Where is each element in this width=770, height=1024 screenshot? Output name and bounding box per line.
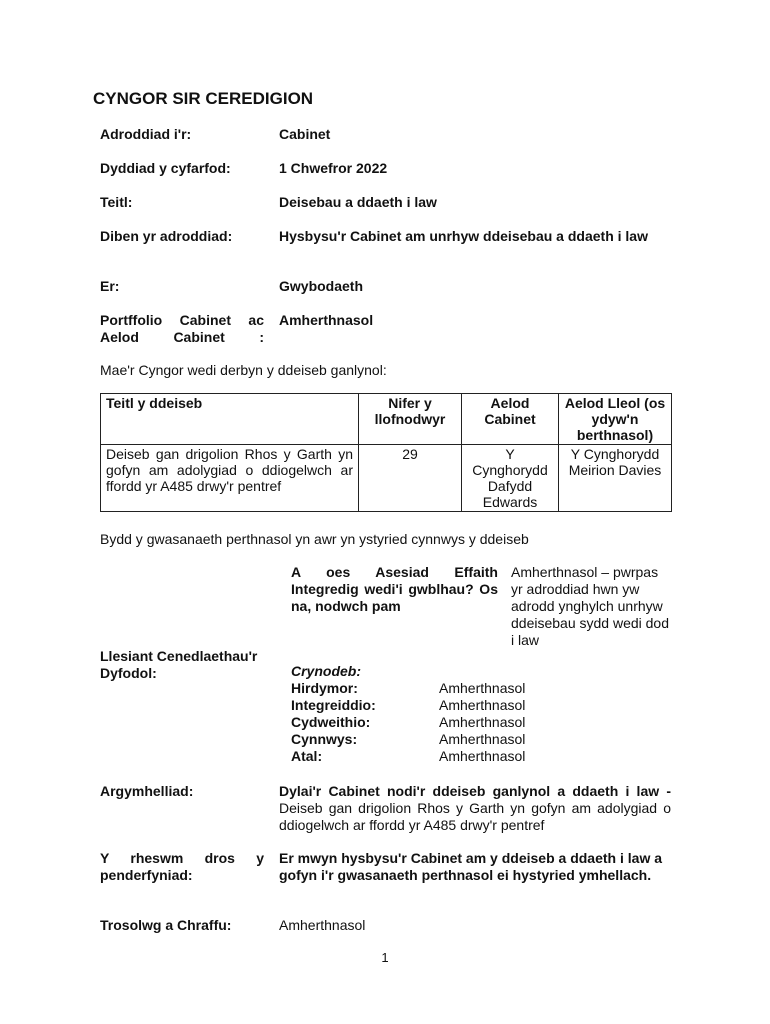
header-signatures: Nifer y llofnodwyr [359, 394, 462, 445]
wellbeing-question: A oes Asesiad Effaith Integredig wedi'i gwblhau? Os na, nodwch pam [291, 564, 498, 614]
wellbeing-answer: Amherthnasol – pwrpas yr adroddiad hwn yw adrodd ynghylch unrhyw ddeisebau sydd wedi dod i law [511, 564, 670, 648]
summary-list [291, 680, 525, 765]
field-label-portfolio: Portffolio Cabinet ac Aelod Cabinet : [100, 312, 264, 345]
summary-key: Integreiddio: [291, 697, 376, 713]
document-title: CYNGOR SIR CEREDIGION [93, 89, 314, 108]
summary-value: Amherthnasol [439, 680, 526, 696]
summary-row [291, 748, 525, 765]
summary-key: Cydweithio: [291, 714, 371, 730]
scrutiny-value: Amherthnasol [279, 917, 366, 933]
summary-title: Crynodeb: [291, 663, 361, 679]
recommendation-label: Argymhelliad: [100, 783, 194, 799]
field-value-meeting-date: 1 Chwefror 2022 [279, 160, 388, 176]
summary-row [291, 697, 525, 714]
table-row [101, 445, 672, 512]
cell-cabinet-member: Y Cynghorydd Dafydd Edwards [462, 445, 559, 512]
reason-label: Y rheswm dros y penderfyniad: [100, 850, 264, 883]
reason-text: Er mwyn hysbysu'r Cabinet am y ddeiseb a ddaeth i law a gofyn i'r gwasanaeth perthnasol ei hystyried ymhellach. [279, 850, 663, 883]
field-value-title: Deisebau a ddaeth i law [279, 194, 437, 210]
summary-value: Amherthnasol [439, 748, 526, 764]
summary-row [291, 731, 525, 748]
table-header-row [101, 394, 672, 445]
page-number: 1 [381, 950, 389, 965]
summary-value: Amherthnasol [439, 731, 526, 747]
summary-row [291, 714, 525, 731]
petition-table [100, 393, 672, 512]
cell-signatures: 29 [359, 445, 462, 512]
field-label-report-to: Adroddiad i'r: [100, 126, 192, 142]
summary-key: Hirdymor: [291, 680, 358, 696]
summary-value: Amherthnasol [439, 714, 526, 730]
field-value-for: Gwybodaeth [279, 278, 364, 294]
field-label-for: Er: [100, 278, 120, 294]
summary-row [291, 680, 525, 697]
field-value-purpose: Hysbysu'r Cabinet am unrhyw ddeisebau a ddaeth i law [279, 228, 648, 244]
field-label-title: Teitl: [100, 194, 133, 210]
field-value-report-to: Cabinet [279, 126, 331, 142]
header-local-member: Aelod Lleol (os ydyw'n berthnasol) [559, 394, 672, 445]
service-note: Bydd y gwasanaeth perthnasol yn awr yn ystyried cynnwys y ddeiseb [100, 531, 529, 547]
header-petition-title: Teitl y ddeiseb [101, 394, 359, 445]
field-label-purpose: Diben yr adroddiad: [100, 228, 233, 244]
wellbeing-label: Llesiant Cenedlaethau'r Dyfodol: [100, 648, 258, 681]
recommendation-text [279, 783, 671, 834]
header-cabinet-member: Aelod Cabinet [462, 394, 559, 445]
scrutiny-label: Trosolwg a Chraffu: [100, 917, 232, 933]
recommendation-rest: Deiseb gan drigolion Rhos y Garth yn gofyn am adolygiad o ddiogelwch ar ffordd yr A485 drwy'r pentref [279, 800, 671, 833]
summary-key: Cynnwys: [291, 731, 358, 747]
field-label-meeting-date: Dyddiad y cyfarfod: [100, 160, 231, 176]
summary-value: Amherthnasol [439, 697, 526, 713]
field-value-portfolio: Amherthnasol [279, 312, 374, 328]
recommendation-bold: Dylai'r Cabinet nodi'r ddeiseb ganlynol a ddaeth i law - [279, 783, 671, 799]
summary-key: Atal: [291, 748, 323, 764]
cell-petition-title: Deiseb gan drigolion Rhos y Garth yn gofyn am adolygiad o ddiogelwch ar ffordd yr A485 drwy'r pentref [101, 445, 359, 512]
intro-text: Mae'r Cyngor wedi derbyn y ddeiseb ganlynol: [100, 362, 387, 378]
cell-local-member: Y Cynghorydd Meirion Davies [559, 445, 672, 512]
